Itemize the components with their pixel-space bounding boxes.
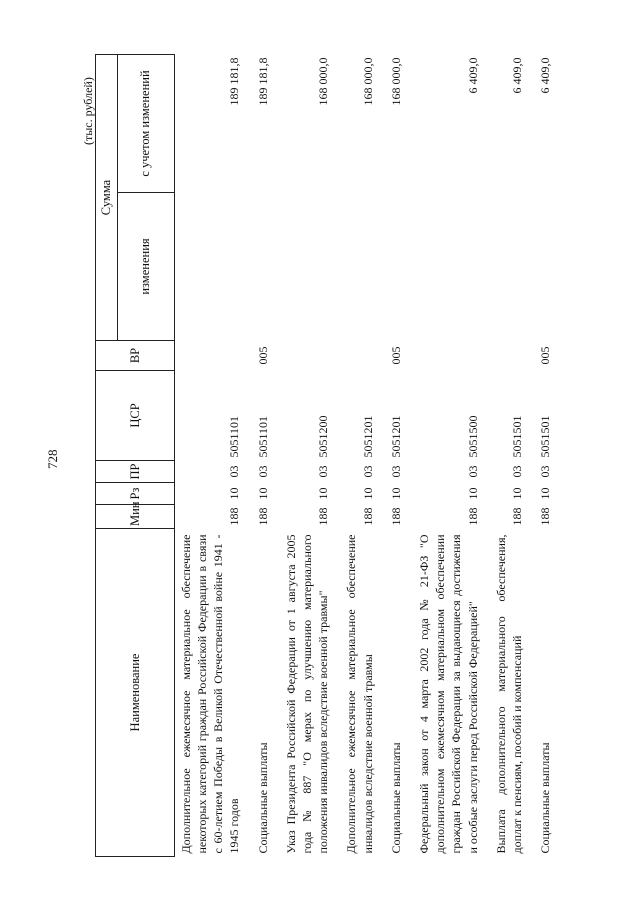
cell-name: Указ Президента Российской Федерации от 1 августа 2005 года № 887 "О мерах по улучшению материального положения инвалидов вследствие военной травмы" (283, 534, 331, 854)
header-with-change: с учетом изменений (117, 55, 174, 193)
cell-pr: 03 (465, 465, 480, 478)
cell-rz: 10 (360, 487, 375, 500)
cell-vr (413, 341, 484, 371)
cell-with-change: 189 181,8 (255, 57, 270, 106)
cell-pr: 03 (360, 465, 375, 478)
cell-min: 188 (538, 507, 553, 526)
header-csr: ЦСР (96, 371, 175, 461)
cell-vr: 005 (538, 346, 553, 365)
cell-with-change: 6 409,0 (465, 57, 480, 94)
table-row (534, 55, 556, 857)
cell-change (280, 193, 335, 341)
header-rz: Рз (96, 483, 175, 505)
cell-change (174, 193, 245, 341)
cell-min: 188 (360, 507, 375, 526)
cell-min: 188 (227, 507, 242, 526)
cell-vr (280, 341, 335, 371)
cell-min: 188 (388, 507, 403, 526)
units-note: (тыс. рублей) (81, 77, 95, 145)
cell-name: Социальные выплаты (388, 742, 403, 854)
table-body (174, 55, 556, 857)
table-row (280, 55, 335, 857)
cell-change (490, 193, 528, 341)
cell-vr: 005 (388, 346, 403, 365)
page-number: 728 (45, 449, 60, 469)
cell-min: 188 (509, 507, 524, 526)
cell-csr: 5051101 (255, 415, 270, 458)
cell-pr: 03 (227, 465, 242, 478)
header-row-1 (96, 55, 118, 857)
cell-name: Федеральный закон от 4 марта 2002 года № 21-ФЗ "О дополнительном ежемесячном материальном обеспечении граждан Российской Федерации за выдающиеся достижения и особые заслуги перед Российской Федерацией" (416, 534, 480, 854)
cell-min: 188 (255, 507, 270, 526)
cell-vr (340, 341, 378, 371)
cell-min: 188 (465, 507, 480, 526)
cell-rz: 10 (509, 487, 524, 500)
cell-csr: 5051200 (316, 415, 331, 458)
cell-pr: 03 (255, 465, 270, 478)
cell-csr: 5051500 (465, 415, 480, 458)
cell-name: Социальные выплаты (255, 742, 270, 854)
cell-with-change: 6 409,0 (509, 57, 524, 94)
cell-rz: 10 (388, 487, 403, 500)
cell-with-change: 168 000,0 (316, 57, 331, 106)
cell-csr: 5051501 (538, 415, 553, 458)
cell-min: 188 (316, 507, 331, 526)
cell-change (534, 193, 556, 341)
cell-change (252, 193, 274, 341)
table-row (490, 55, 528, 857)
budget-table (95, 54, 556, 857)
table-row (174, 55, 245, 857)
cell-rz: 10 (316, 487, 331, 500)
cell-rz: 10 (255, 487, 270, 500)
cell-with-change: 6 409,0 (538, 57, 553, 94)
table-row (340, 55, 378, 857)
cell-csr: 5051501 (509, 415, 524, 458)
table-row (252, 55, 274, 857)
cell-pr: 03 (509, 465, 524, 478)
header-vr: ВР (96, 341, 175, 371)
cell-with-change: 189 181,8 (227, 57, 242, 106)
cell-vr: 005 (255, 346, 270, 365)
cell-rz: 10 (465, 487, 480, 500)
cell-csr: 5051101 (227, 415, 242, 458)
cell-name: Дополнительное ежемесячное материальное обеспечение инвалидов вследствие военной травмы (344, 534, 375, 854)
header-pr: ПР (96, 461, 175, 483)
header-change: изменения (117, 193, 174, 341)
cell-vr (490, 341, 528, 371)
header-name: Наименование (96, 529, 175, 857)
header-sum-group: Сумма (96, 55, 118, 341)
cell-with-change: 168 000,0 (388, 57, 403, 106)
cell-change (385, 193, 407, 341)
cell-rz: 10 (227, 487, 242, 500)
cell-pr: 03 (388, 465, 403, 478)
cell-rz: 10 (538, 487, 553, 500)
cell-change (340, 193, 378, 341)
cell-csr: 5051201 (388, 415, 403, 458)
cell-change (413, 193, 484, 341)
cell-name: Выплата дополнительного материального обеспечения, доплат к пенсиям, пособий и компенсаций (493, 534, 524, 854)
cell-vr (174, 341, 245, 371)
cell-pr: 03 (538, 465, 553, 478)
cell-name: Социальные выплаты (538, 742, 553, 854)
cell-pr: 03 (316, 465, 331, 478)
cell-with-change: 168 000,0 (360, 57, 375, 106)
cell-csr: 5051201 (360, 415, 375, 458)
header-min: Мин (96, 505, 175, 529)
table-row (413, 55, 484, 857)
table-row (385, 55, 407, 857)
cell-name: Дополнительное ежемесячное материальное обеспечение некоторых категорий граждан Российской Федерации в связи с 60-летием Победы в Великой Отечественной войне 1941 - 1945 годов (178, 534, 242, 854)
